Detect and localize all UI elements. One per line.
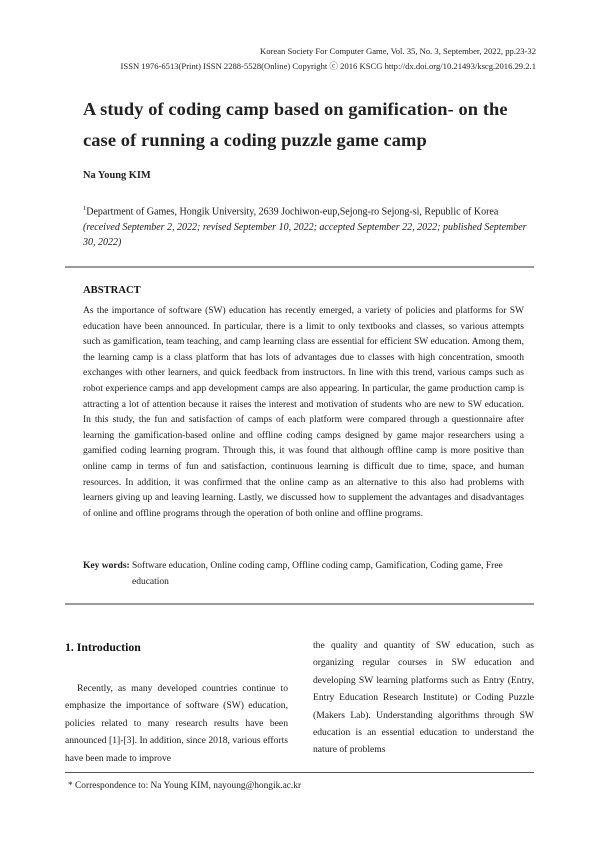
affiliation-marker: 1 [83, 205, 87, 212]
footnote-rule [65, 772, 534, 773]
submission-dates: (received September 2, 2022; revised September 10, 2022; accepted September 22, 2022; published September 30, 2022) [83, 221, 527, 249]
intro-left-column: Recently, as many developed countries continue to emphasize the importance of software (SW) education, policies related to many research results have been announced [1]-[3]. In addition, since 2018, various efforts have been made to improve [65, 683, 288, 764]
abstract-bottom-rule [65, 603, 534, 605]
paper-title: A study of coding camp based on gamification- on the case of running a coding puzzle game camp [83, 99, 508, 150]
correspondence-footnote: * Correspondence to: Na Young KIM, nayoung@hongik.ac.kr [68, 781, 302, 791]
issn-header-line: ISSN 1976-6513(Print) ISSN 2288-5528(Online) Copyright ⓒ 2016 KSCG http://dx.doi.org/10.21493/kscg.2016.29.2.1 [120, 61, 536, 71]
abstract-heading: ABSTRACT [83, 285, 141, 296]
keywords-text: Software education, Online coding camp, Offline coding camp, Gamification, Coding game, Free education [132, 561, 503, 587]
affiliation-text: Department of Games, Hongik University, 2639 Jochiwon-eup,Sejong-ro Sejong-si, Republic of Korea [86, 206, 499, 218]
section-heading-introduction: 1. Introduction [65, 640, 141, 654]
journal-header-line: Korean Society For Computer Game, Vol. 35, No. 3, September, 2022, pp.23-32 [260, 46, 536, 56]
abstract-top-rule [65, 266, 534, 268]
keywords-block [83, 558, 524, 590]
affiliation-block [83, 201, 538, 251]
keywords-label: Key words: [83, 561, 130, 571]
abstract-body: As the importance of software (SW) education has recently emerged, a variety of policies and platforms for SW education have been announced. In particular, there is a limit to only textbooks and classes, so various attempts such as gamification, team teaching, and camp learning class are essential for efficient SW education. Among them, the learning camp is a class platform that has lots of advantages due to classes with high concentration, smooth exchanges with other learners, and quick feedback from instructors. In line with this trend, various camps such as robot experience camps and app development camps are also appearing. In particular, the game production camp is attracting a lot of attention because it raises the interest and motivation of students who are new to SW education. In this study, the fun and satisfaction of camps of each platform were compared through a questionnaire after learning the gamification-based online and offline coding camps designed by game major researchers using a gamified coding learning program. Through this, it was found that although offline camp is more positive than online camp in terms of fun and satisfaction, continuous learning is difficult due to time, space, and human resources. In addition, it was confirmed that the online camp as an alternative to this also had problems with learners giving up and leaving learning. Lastly, we discussed how to supplement the advantages and disadvantages of online and offline programs through the operation of both online and offline programs. [83, 306, 524, 519]
intro-right-column: the quality and quantity of SW education, such as organizing regular courses in SW education and developing SW learning platforms such as Entry (Entry, Entry Education Research Institute) or Coding Puzzle (Makers Lab). Understanding algorithms through SW education is an essential education to understand the nature of problems [313, 640, 534, 756]
author-name: Na Young KIM [83, 170, 151, 181]
